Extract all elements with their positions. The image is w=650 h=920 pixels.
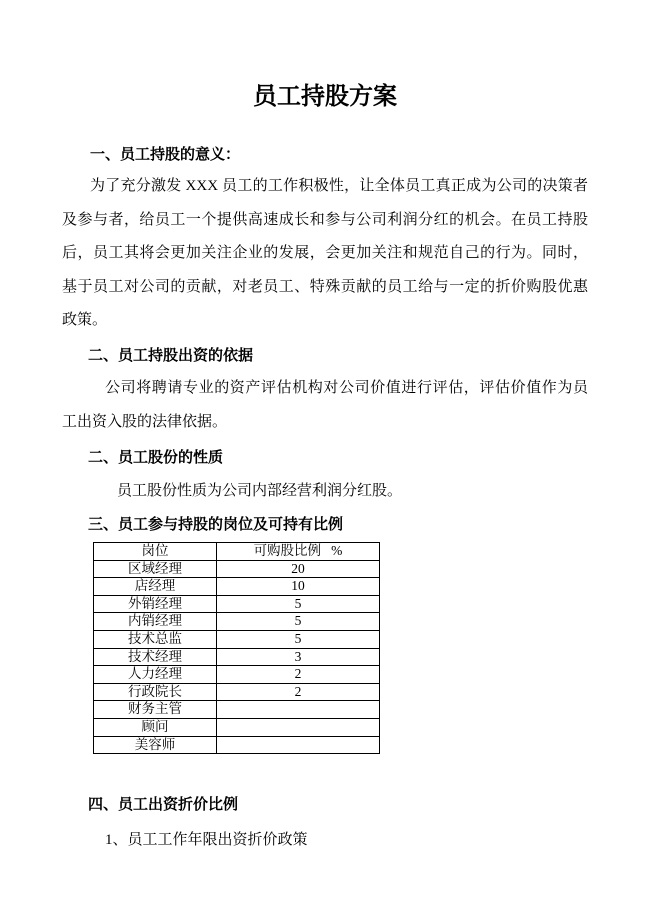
column-header-position: 岗位 bbox=[94, 543, 217, 561]
table-row bbox=[94, 683, 380, 701]
section-heading-funding-basis: 二、员工持股出资的依据 bbox=[88, 347, 254, 364]
paragraph-line: 后，员工其将会更加关注企业的发展，会更加关注和规范自己的行为。同时， bbox=[62, 245, 588, 261]
paragraph-significance bbox=[62, 170, 588, 338]
cell-ratio: 5 bbox=[217, 613, 380, 631]
cell-position: 区域经理 bbox=[94, 560, 217, 578]
paragraph-line: 工出资入股的法律依据。 bbox=[62, 413, 228, 430]
paragraph-line: 员工股份性质为公司内部经营利润分红股。 bbox=[117, 483, 403, 499]
cell-ratio bbox=[217, 736, 380, 754]
paragraph-line: 公司将聘请专业的资产评估机构对公司价值进行评估，评估价值作为员 bbox=[105, 380, 588, 396]
column-header-ratio: 可购股比例 % bbox=[217, 543, 380, 561]
paragraph-line: 政策。 bbox=[62, 312, 108, 328]
paragraph-line: 基于员工对公司的贡献，对老员工、特殊贡献的员工给与一定的折价购股优惠 bbox=[62, 278, 588, 295]
cell-ratio: 5 bbox=[217, 630, 380, 648]
cell-ratio: 2 bbox=[217, 666, 380, 684]
table-row bbox=[94, 718, 380, 736]
cell-position: 人力经理 bbox=[94, 666, 217, 684]
table-row bbox=[94, 578, 380, 596]
cell-position: 内销经理 bbox=[94, 613, 217, 631]
cell-ratio bbox=[217, 718, 380, 736]
table-row bbox=[94, 701, 380, 719]
section-heading-positions-ratio: 三、员工参与持股的岗位及可持有比例 bbox=[88, 516, 344, 533]
paragraph-share-nature bbox=[117, 475, 588, 509]
paragraph-line: 为了充分激发 XXX 员工的工作积极性，让全体员工真正成为公司的决策者 bbox=[90, 178, 588, 194]
section-heading-discount-ratio: 四、员工出资折价比例 bbox=[88, 796, 239, 813]
cell-ratio: 10 bbox=[217, 578, 380, 596]
cell-ratio: 20 bbox=[217, 560, 380, 578]
cell-ratio: 5 bbox=[217, 595, 380, 613]
section-heading-share-nature: 二、员工股份的性质 bbox=[88, 449, 224, 466]
cell-position: 店经理 bbox=[94, 578, 217, 596]
cell-position: 技术经理 bbox=[94, 648, 217, 666]
list-item-seniority-discount: 1、员工工作年限出资折价政策 bbox=[105, 832, 308, 848]
cell-position: 外销经理 bbox=[94, 595, 217, 613]
section-heading-significance: 一、员工持股的意义： bbox=[90, 146, 241, 163]
paragraph-funding-basis bbox=[62, 372, 588, 439]
paragraph-line: 及参与者，给员工一个提供高速成长和参与公司利润分红的机会。在员工持股 bbox=[62, 211, 588, 228]
cell-position: 财务主管 bbox=[94, 701, 217, 719]
table-row bbox=[94, 595, 380, 613]
table-row bbox=[94, 560, 380, 578]
table-row bbox=[94, 666, 380, 684]
cell-ratio: 2 bbox=[217, 683, 380, 701]
table-row bbox=[94, 648, 380, 666]
document-title: 员工持股方案 bbox=[253, 84, 397, 110]
cell-ratio bbox=[217, 701, 380, 719]
positions-ratio-table bbox=[93, 542, 380, 754]
cell-ratio: 3 bbox=[217, 648, 380, 666]
cell-position: 美容师 bbox=[94, 736, 217, 754]
cell-position: 顾问 bbox=[94, 718, 217, 736]
cell-position: 技术总监 bbox=[94, 630, 217, 648]
table-header-row bbox=[94, 543, 380, 561]
table-row bbox=[94, 630, 380, 648]
table-row bbox=[94, 613, 380, 631]
table-row bbox=[94, 736, 380, 754]
cell-position: 行政院长 bbox=[94, 683, 217, 701]
